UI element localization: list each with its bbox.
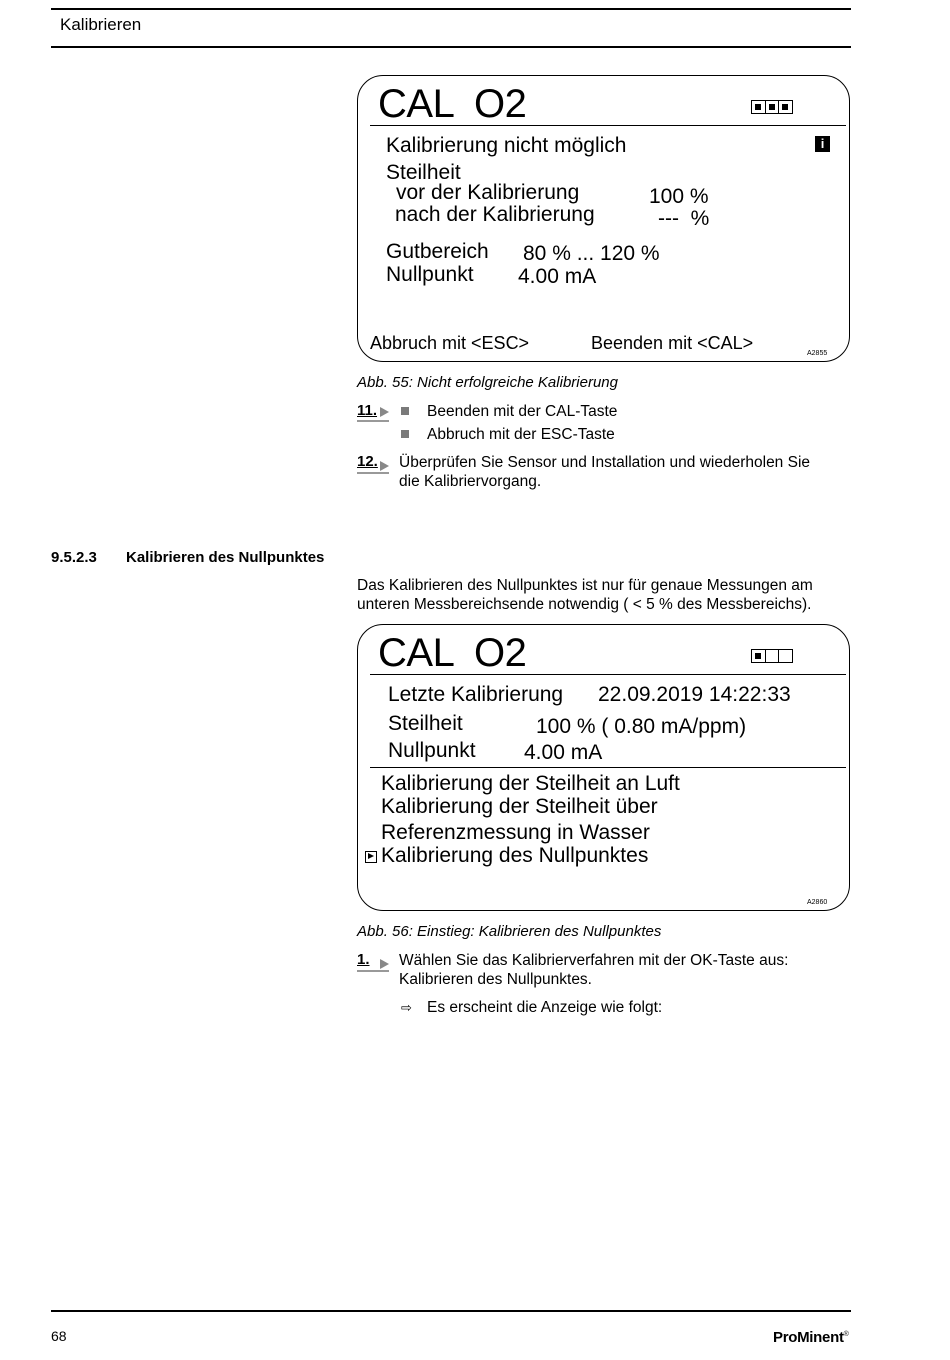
step-12-text-line-1: Überprüfen Sie Sensor und Installation und wiederholen Sie — [399, 454, 811, 471]
last-calibration-label: Letzte Kalibrierung — [388, 683, 564, 706]
screen-title: CAL O2 — [378, 631, 527, 675]
nullpunkt-label: Nullpunkt — [388, 739, 476, 762]
after-calibration-value: --- % — [658, 207, 710, 230]
gutbereich-value: 80 % ... 120 % — [523, 242, 660, 265]
status-bars-icon — [751, 100, 792, 114]
menu-cursor-icon — [365, 848, 379, 866]
steilheit-value: 100 % ( 0.80 mA/ppm) — [536, 715, 747, 738]
step-1-text-line-1: Wählen Sie das Kalibrierverfahren mit der OK-Taste aus: — [399, 952, 789, 969]
step-underline — [357, 970, 389, 972]
section-intro-line-1: Das Kalibrieren des Nullpunktes ist nur für genaue Messungen am — [357, 577, 813, 594]
figure-56-display — [357, 624, 850, 911]
esc-abort-label: Abbruch mit <ESC> — [370, 333, 530, 353]
step-arrow-icon — [380, 407, 389, 417]
calibration-message: Kalibrierung nicht möglich — [386, 134, 627, 157]
last-calibration-value: 22.09.2019 14:22:33 — [598, 683, 791, 706]
image-code: A2860 — [807, 899, 828, 906]
nullpunkt-label: Nullpunkt — [386, 263, 474, 286]
menu-item-reference-calibration-cont[interactable]: Referenzmessung in Wasser — [381, 821, 650, 844]
header-top-rule — [51, 8, 851, 10]
step-1-text-line-2: Kalibrieren des Nullpunktes. — [399, 971, 592, 988]
step-11-bullet-2: Abbruch mit der ESC-Taste — [427, 426, 615, 443]
step-12-text-line-2: die Kalibriervorgang. — [399, 473, 542, 490]
cal-finish-label: Beenden mit <CAL> — [591, 333, 754, 353]
page-header-title: Kalibrieren — [60, 15, 142, 34]
status-segment-3 — [778, 100, 793, 114]
step-number: 12. — [357, 453, 378, 470]
step-1-result: Es erscheint die Anzeige wie folgt: — [427, 999, 663, 1016]
logo-part-2: Minent — [797, 1329, 844, 1346]
prominent-logo — [773, 1329, 849, 1346]
title-divider — [370, 674, 846, 675]
bullet-square-icon — [401, 407, 409, 415]
steilheit-label: Steilheit — [388, 712, 463, 735]
before-calibration-label: vor der Kalibrierung — [396, 181, 580, 204]
logo-registered: ® — [843, 1331, 849, 1338]
menu-item-reference-calibration[interactable]: Kalibrierung der Steilheit über — [381, 795, 658, 818]
step-number: 11. — [357, 402, 378, 419]
after-calibration-label: nach der Kalibrierung — [395, 203, 595, 226]
figure-55-display — [357, 75, 850, 362]
screen-title: CAL O2 — [378, 82, 527, 126]
step-arrow-icon — [380, 461, 389, 471]
gutbereich-label: Gutbereich — [386, 240, 489, 263]
page-number: 68 — [51, 1328, 67, 1344]
footer-rule — [51, 1310, 851, 1312]
menu-divider — [370, 767, 846, 768]
nullpunkt-value: 4.00 mA — [518, 265, 597, 288]
image-code: A2855 — [807, 350, 828, 357]
before-calibration-value: 100 % — [649, 185, 709, 208]
info-icon: i — [815, 136, 830, 152]
step-1 — [357, 951, 370, 969]
step-arrow-icon — [380, 959, 389, 969]
section-title: Kalibrieren des Nullpunktes — [126, 549, 325, 566]
nullpunkt-value: 4.00 mA — [524, 741, 603, 764]
step-underline — [357, 420, 389, 422]
title-divider — [370, 125, 846, 126]
status-segment-3 — [778, 649, 793, 663]
section-number: 9.5.2.3 — [51, 549, 97, 566]
step-11-bullet-1: Beenden mit der CAL-Taste — [427, 403, 618, 420]
section-intro-line-2: unteren Messbereichsende notwendig ( < 5 % des Messbereichs). — [357, 596, 812, 613]
step-number: 1. — [357, 951, 370, 968]
figure-55-caption: Abb. 55: Nicht erfolgreiche Kalibrierung — [357, 374, 618, 391]
steilheit-label: Steilheit — [386, 161, 461, 184]
step-underline — [357, 472, 389, 474]
result-arrow-icon: ⇨ — [401, 1000, 412, 1015]
logo-part-1: Pro — [773, 1329, 798, 1346]
step-11 — [357, 402, 377, 420]
menu-item-zero-calibration[interactable]: Kalibrierung des Nullpunktes — [381, 844, 649, 867]
step-12 — [357, 453, 378, 471]
bullet-square-icon — [401, 430, 409, 438]
figure-56-caption: Abb. 56: Einstieg: Kalibrieren des Nullpunktes — [357, 923, 662, 940]
status-bars-icon — [751, 649, 792, 663]
menu-item-air-calibration[interactable]: Kalibrierung der Steilheit an Luft — [381, 772, 680, 795]
header-bottom-rule — [51, 46, 851, 48]
